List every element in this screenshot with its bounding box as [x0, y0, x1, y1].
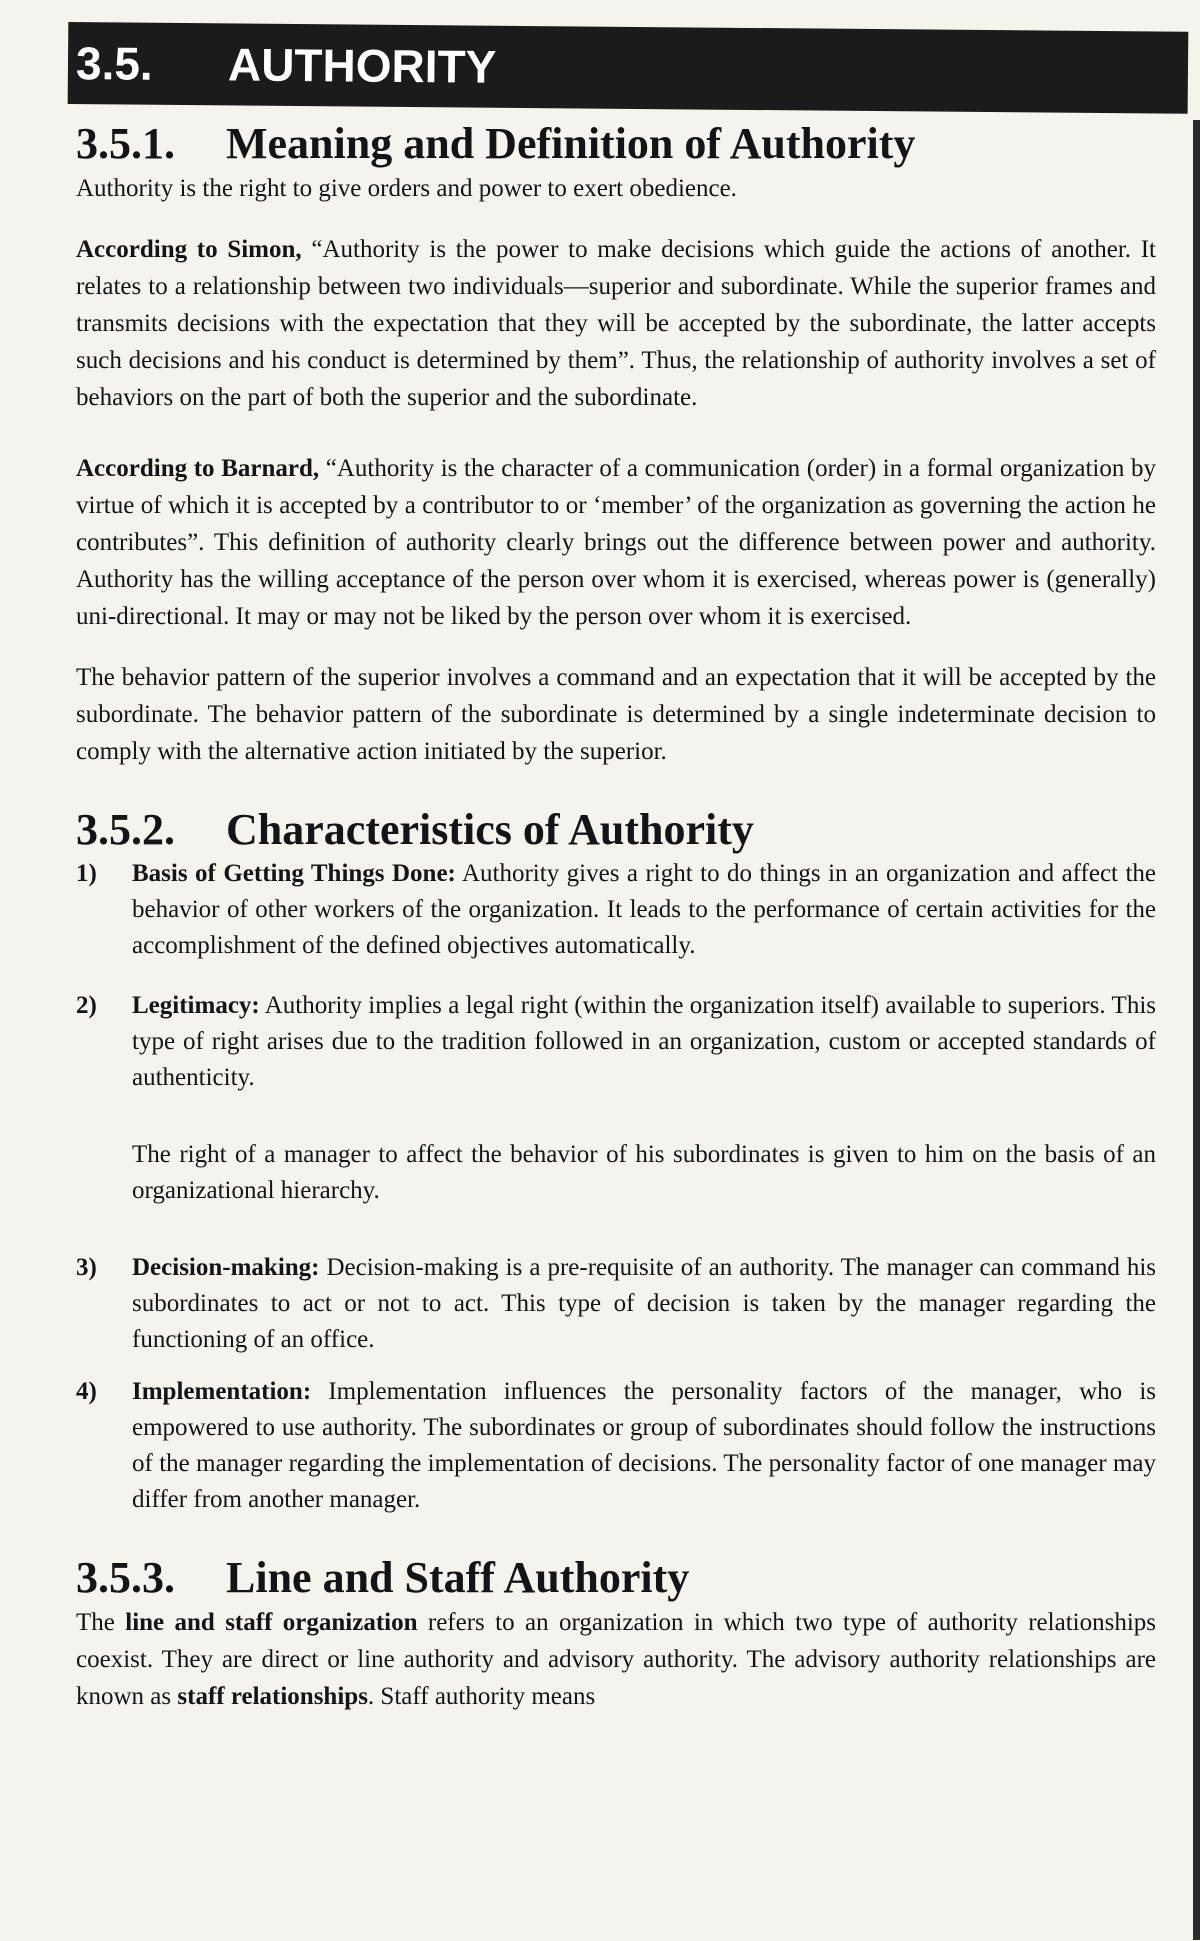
- line-staff-paragraph: [76, 1604, 1156, 1715]
- content: [76, 118, 1156, 1715]
- barnard-lead: According to Barnard,: [76, 455, 320, 482]
- list-item-term: Legitimacy:: [132, 992, 260, 1019]
- list-item: [76, 856, 1156, 964]
- list-item-text: Decision-making is a pre-requisite of an authority. The manager can command his subordinates to act or not to act. This type of decision is taken by the manager regarding the functioning of an office.: [132, 1254, 1156, 1353]
- legitimacy-extra-paragraph: The right of a manager to affect the behavior of his subordinates is given to him on the basis of an organizational hierarchy.: [132, 1141, 1156, 1204]
- intro-paragraph: Authority is the right to give orders and power to exert obedience.: [76, 175, 737, 202]
- chapter-banner: [68, 22, 1189, 114]
- section-heading-line-staff: [76, 1552, 1156, 1604]
- simon-text: “Authority is the power to make decisions which guide the actions of another. It relates to a relationship between two individuals—superior and subordinate. While the superior frames and transmits decisions with the expectation that they will be accepted by the subordinate, the latter accepts such decisions and his conduct is determined by them”. Thus, the relationship of authority involves a set of behaviors on the part of both the superior and the subordinate.: [76, 236, 1156, 411]
- list-item: [76, 988, 1156, 1096]
- list-item-text: Authority gives a right to do things in an organization and affect the behavior of other workers of the organization. It leads to the performance of certain activities for the accomplishment of the defined objectives automatically.: [132, 860, 1157, 959]
- barnard-text: “Authority is the character of a communication (order) in a formal organization by virtue of which it is accepted by a contributor to or ‘member’ of the organization as governing the action he contributes”. This definition of authority clearly brings out the difference between power and authority. Authority has the willing acceptance of the person over whom it is exercised, whereas power is (generally) uni-directional. It may or may not be liked by the person over whom it is exercised.: [76, 455, 1156, 630]
- list-item-term: Basis of Getting Things Done:: [132, 860, 456, 887]
- barnard-paragraph: [76, 450, 1156, 635]
- text-run: refers to an organization in which two type of authority relationships coexist. They are direct or line authority and advisory authority. The advisory authority relationships are known as: [76, 1609, 1156, 1710]
- section-heading-characteristics: [76, 804, 1156, 856]
- list-item-number: 3): [76, 1254, 97, 1281]
- banner-title: AUTHORITY: [227, 38, 497, 93]
- simon-paragraph: [76, 231, 1156, 416]
- list-item-term: Implementation:: [132, 1378, 312, 1405]
- list-item-number: 2): [76, 992, 97, 1019]
- list-item-text: Authority implies a legal right (within the organization itself) available to superiors. This type of right arises due to the tradition followed in an organization, custom or accepted standards of authenticity.: [132, 992, 1156, 1091]
- list-item-term: Decision-making:: [132, 1254, 320, 1281]
- list-item-body: [132, 1374, 1156, 1518]
- list-item-number: 1): [76, 860, 97, 887]
- section-title: Meaning and Definition of Authority: [226, 119, 916, 168]
- term-staff-relationships: staff relationships: [177, 1683, 368, 1710]
- list-item-text: Implementation influences the personality factors of the manager, who is empowered to use authority. The subordinates or group of subordinates should follow the instructions of the manager regarding the implementation of decisions. The personality factor of one manager may differ from another manager.: [132, 1378, 1156, 1513]
- list-item-body: [132, 1250, 1156, 1358]
- section-title: Characteristics of Authority: [226, 805, 754, 854]
- section-heading-meaning: [76, 118, 1156, 170]
- text-run: The: [76, 1609, 126, 1636]
- list-item-body: [132, 856, 1156, 964]
- text-run: . Staff authority means: [367, 1683, 596, 1710]
- section-number: 3.5.2.: [76, 805, 175, 854]
- page-edge-shadow: [1193, 120, 1200, 1940]
- behavior-paragraph: The behavior pattern of the superior involves a command and an expectation that it will be accepted by the subordinate. The behavior pattern of the subordinate is determined by a single indeterminate decision to comply with the alternative action initiated by the superior.: [76, 664, 1156, 765]
- section-number: 3.5.3.: [76, 1553, 175, 1602]
- term-line-and-staff: line and staff organization: [125, 1609, 418, 1636]
- list-item-number: 4): [76, 1378, 97, 1405]
- simon-lead: According to Simon,: [76, 236, 302, 263]
- section-title: Line and Staff Authority: [226, 1553, 690, 1602]
- banner-number: 3.5.: [75, 37, 153, 90]
- section-number: 3.5.1.: [76, 119, 175, 168]
- list-item: [76, 1374, 1156, 1518]
- list-item: [76, 1250, 1156, 1358]
- list-item-body: [132, 988, 1156, 1096]
